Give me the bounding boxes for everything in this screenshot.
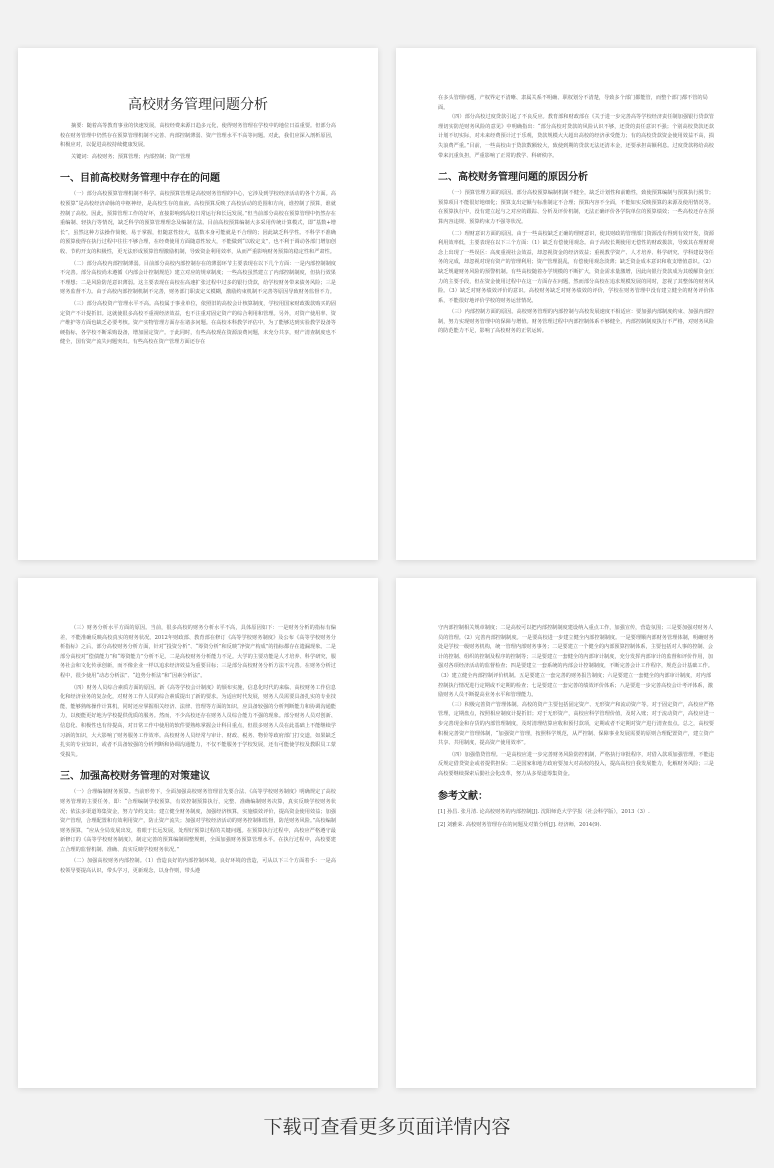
section-heading-1: 一、目前高校财务管理中存在的问题 bbox=[60, 173, 220, 185]
document-page-1 bbox=[18, 48, 378, 560]
paragraph: （三）财务分析水平方面的原因。当前，很多高校的财务分析水平不高，具体原因如下：一是财务分析的指标有偏差，不能准确反映高校真实的财务状况。2012年财政部、教育部在修订《高等学校财务制度》及公布《高等学校财务分析指标》之后，部分高校财务分析方面，针对“投资分析”、“筹资分析”和反映“净资产构成”的指标都存在遗漏现象。二是部分高校对“偿债能力”和“筹资能力”分析不足。二是高校财务分析能力不足。大学的主要功能是人才培养、科学研究，服务社会和文化传承创新，而不像企业一样以追求经济效益为重要目标；三是部分高校财务分析方法不完善。在财务分析过程中，很少使用“动态分析法”、“趋势分析法”和“因素分析法”。 bbox=[60, 625, 336, 679]
document-page-2 bbox=[396, 48, 756, 560]
paragraph: （四）财务人员综合素质方面的原因。新《高等学校会计制度》的颁布实施，信息化时代的来临、高校财务工作信息化和经济业务的复杂化，对财务工作人员的综合素质提出了新的要求。为适应时代发展，财务人员需要具备扎实的专业技能，能够熟练操作计算机，同时还应掌握相关经济、法律、管理等方面的知识，应具备较强的分析判断能力和协调沟通能力，以便能更好地为学校提供优质的服务。然而，不少高校还存在财务人员综合能力不强的现象。部分财务人员对创新、信息化、积极性也有待提高，对日常工作中使用的软件要熟练掌握会计科目重点，但很多财务人员在此基础上不能继续学习新的知识，大大影响了财务服务工作效率。高校财务人员经常与审计、财政、税务、物价等政府部门打交道，如果缺乏扎实的专业知识，或者不具备较强的分析判断和协调沟通能力，不仅不能服务于学校发展，还有可能使学校及教职员工蒙受损失。 bbox=[60, 684, 336, 758]
download-more-link[interactable]: 下载可查看更多页面详情内容 bbox=[263, 1116, 511, 1138]
keywords: 关键词：高校财务；预算管理；内部控制；资产管理 bbox=[71, 153, 191, 160]
paragraph: （三）内部控制方面的原因。高校财务管理的内部控制与高校发展速度不相适应：要加强内部制度约束、加强内部控制，努力实现财务管理中的保障与增值。财务管理过程中内部控制体系不够健全，内部控制制度执行不严格，对财务风险的防范能力不足，影响了高校财务的正常运转。 bbox=[438, 309, 714, 335]
document-page-3 bbox=[18, 578, 378, 1088]
paragraph: （一）合理编制财务预算。当前形势下，全面加强高校财务管理首先要合法、《高等学校财务制度》明确规定了高校财务管理的主要任务，即：“合理编制学校预算，有效控制预算执行，完整、准确编制财务决算，真实反映学校财务状况；依法多渠道筹集资金，努力节约支出；建立健全财务制度，加强经济核算，实施绩效评价，提高资金使用效益；加强资产管理，合理配置和有效利用资产，防止资产流失；加强对学校经济活动的财务控制和监督，防范财务风险。”高校编制财务预算，“应从全局发展出发，着眼于长远发展，处理好预算过程的关键问题。在预算执行过程中，高校应严格遵守最新修订的《高等学校财务制度》，制定完善的预算编制调整规则，全面加强财务预算管理水平。在执行过程中，高校要建立合理的监督机制、准确、真实反映学校财务状况。” bbox=[60, 789, 336, 853]
paragraph: （二）加强高校财务内部控制。（1）营造良好的内部控制环境。良好环境的营造，可从以下三个方面着手：一是高校领导要提高认识，带头学习，更新观念，以身作则，带头遵 bbox=[60, 858, 336, 875]
reference-item: [1] 孙昌. 张月清. 论高校财务的内部控制[J]. 沈阳师范大学学报（社会科学版），2013（3）. bbox=[438, 808, 650, 815]
section-heading-3: 三、加强高校财务管理的对策建议 bbox=[60, 771, 210, 783]
paragraph: （二）理财意识方面的原因。由于一些高校缺乏正确的理财意识，使其财政的管理部门资源没有得到有效开发，资源利用效率低，主要表现在以下三个方面：（1）缺乏有偿使用观念。由于高校长期使用无偿性的财政拨款，导致其在理财观念上出现了一些误区：高度重视社会效益，却忽视资金的经济效益；重视教学资产、人才培养、科学研究、学科建设等任务的完成，却忽视对现有资产的管理利用；资产管理混乱，有偿使用观念淡薄；缺乏资金成本意识和收支增值意识。（2）缺乏规避财务风险的预警机制。有些高校随着办学规模的不断扩大，资金需求量激增，因此向银行贷款成为其缓解资金压力的主要手段，但在资金使用过程中在这一方面存在问题，然而部分高校在追求规模发展的同时，忽视了其整体的财务风险。（3）缺乏对财务绩效评价的意识。高校财务缺乏对财务绩效的评价，学校在财务管理中没有建立健全的财务评价体系，不能很好地评价学校的财务运营情况。 bbox=[438, 230, 714, 304]
paragraph: （一）部分高校预算管理机制不科学。高校预算管理是高校财务管理的中心，它涉及到学校经济活动的各个方面。高校预算“是高校经济命脉的中枢神经，是高校生存的血液。高校预算反映了高校活动的范围和方向，谁控制了预算，谁就控制了高校。因此，预算管理工作的好坏，直接影响到高校日常运行和长远发展。”但当前部分高校在预算管理中仍然存在重编制、轻执行等情况，缺乏科学的预算管理理念及编制方法。目前高校预算编制大多采用传统计算模式，即“基数+增长”，虽然这种方法操作简便、易于掌握，但随意性较大，基数本身可能就是不合理的；因此缺乏科学性。不科学不准确的预算使得在执行过程中往往不够合理，在经费使用方面随意性较大，不能做到“以收定支”，也不利于调动各部门增加创收、节约开支的积极性，更无法形成预算管理激励机制，导致资金利用效率，从而严重影响财务预算的稳定性和严肃性。 bbox=[60, 191, 336, 255]
paragraph: （四）部分高校过度贷款引起了不良反应。教育部和财政部在《关于进一步完善高等学校经济责任制加强银行贷款管理切实防范财务风险的意见》中明确指出：“部分高校对贷款的风险认识不够，还贷的责任意识不强；个别高校贷款还款计划不切实际，对未来经费预计过于乐观，贷款规模大大超出高校的经济承受能力；有的高校贷款资金使用效益不高，损失浪费严重。”目前，一些高校由于贷款数额较大，致使到期的贷款无法还清本金，还要承担高额利息。过度贷款将给高校带来沉重负担，严重影响了正常的教学、科研秩序。 bbox=[438, 114, 714, 159]
references-heading: 参考文献： bbox=[438, 790, 488, 802]
paragraph: 在多头管理问题，产权界定不清晰、隶属关系不明确、职权划分不清楚，导致多个部门都能管，而整个部门都不管的局面。 bbox=[438, 95, 708, 111]
paragraph: 守内部控制相关规章制度；二是高校可以把内部控制制度建设纳入重点工作，加强宣传，营造氛围；三是要加强对财务人员的管理。（2）完善内部控制制度。一是要高校进一步建立健全内部控制制度。一是要理顺内部财务管理体制，明确财务处是学校一级财务机构，统一管理内部财务事务；二是要建立一个健全的内部预算控制体系，主要包括对人事的控制、会计的控制、组织的控制及程序的控制等；三是要建立一套健全的内部审计制度，充分发挥内部审计的监督和评价作用，加强对各项经济活动的监督检查；四是要建立一套系统的内部会计控制制度，不断完善会计工作程序，规范会计基础工作。（3）建立健全内部控制评价机制。五是要建立一套完善的财务报告制度；六是要建立一套健全的内部审计制度，对内部控制执行情况进行定期或不定期的检查；七是要建立一套完善的绩效评价体系；八是要进一步完善高校会计考评体系，激励财务人员不断提高业务水平和管理能力。 bbox=[438, 625, 714, 699]
paragraph: （一）预算管理方面的原因。部分高校预算编制机制不健全，缺乏计划性和前瞻性，致使预算编制与预算执行脱节；预算项目不能很好地细化；预算支出定额与标准制定不合理；预算内容不全面，不能如实反映预算的来源及使用情况等。在预算执行中，没有建立起与之对应的跟踪、分析及评价机制，无法正确评价各学院单位的预算绩效；一些高校还存在预算内容违规、预算约束力不强等状况。 bbox=[438, 190, 714, 225]
paragraph: （三）积极完善资产管理体制。高校的资产主要包括固定资产、无形资产和流动资产等。对于固定资产，高校应严格管理，定期盘点，按照相应制度计提折旧；对于无形资产，高校应科学管理价值，及时入账；对于流动资产，高校应进一步完善现金和存货的内部管理制度，及时清理结算应收和预付款项，定期或者不定期对资产进行清查盘点。总之，高校要积极完善资产管理体制，“加强资产管理，按照科学规范，从严控制、保障事业发展需要的原则合理配置资产，建立资产共享、共用制度，提高资产使用效率”。 bbox=[438, 701, 714, 747]
page-1-content bbox=[60, 94, 336, 350]
paragraph: （三）部分高校资产管理水平不高。高校属于事业单位，依照旧的高校会计核算制度，学校用国家财政拨款购买的固定资产不计提折旧。这就使很多高校不重视经济效益，也不注重对固定资产的综合利用和管理。另外，对资产使用率、资产维护等方面也缺乏必要考核。资产实物管理方面存在诸多问题。在高校本科教学评估中，为了能够达到实验教学设备等硬指标，各学校不断采购设备，增加固定资产。于此同时，有些高校现在资源浪费问题，未充分共享，财产清查制度也不健全，国有资产流失问题突出。有些高校在资产管理方面还存在 bbox=[60, 300, 336, 346]
page-2-content bbox=[438, 94, 714, 339]
paragraph: （四）加强借贷管理。一是高校应进一步完善财务风险防控机制，严格执行审批程序，对借入款项加强管理，不能违反规定借贷资金或者提供担保；二是国家和地方政府要加大对高校的投入，提高高校自我发展能力，化解财务风险；三是高校要继续探索后勤社会化改革，努力从多渠道筹集资金。 bbox=[438, 751, 714, 777]
abstract: 摘要：随着高等教育事业的快速发展，高校经费来源日趋多元化，使得财务管理在学校中的地位日益重要。但部分高校在财务管理中仍然存在预算管理机制不完善、内部控制薄弱、资产管理水平不高等问题。对此，我们应深入剖析原因，积极应对，以促进高校持续健康发展。 bbox=[60, 123, 336, 149]
page-4-content bbox=[438, 624, 714, 835]
document-page-4 bbox=[396, 578, 756, 1088]
reference-item: [2] 刘雅荣. 高校财务管理存在的问题及对策分析[J]. 经济师，2014(9). bbox=[438, 822, 602, 829]
section-heading-2: 二、高校财务管理问题的原因分析 bbox=[438, 172, 588, 184]
doc-title: 高校财务管理问题分析 bbox=[128, 97, 268, 113]
paragraph: （二）部分高校内部控制薄弱。目前部分高校内部控制存在的薄弱环节主要表现在以下几个方面：一是内部控制制度不完善。部分高校尚未遵循《内部会计控制规范》建立对应的规章制度；一些高校虽然建立了内部控制制度，但执行效果不理想；二是风险防范意识薄弱。这主要表现在高校在高速扩张过程中过多的银行贷款，给学校财务带来债务风险；三是财务监督不力。由于高校内部控制机制不完善，财务部门职责定义模糊，激励约束机制不完善等原因导致财务监督不力。 bbox=[60, 260, 336, 296]
page-3-content bbox=[60, 624, 336, 879]
